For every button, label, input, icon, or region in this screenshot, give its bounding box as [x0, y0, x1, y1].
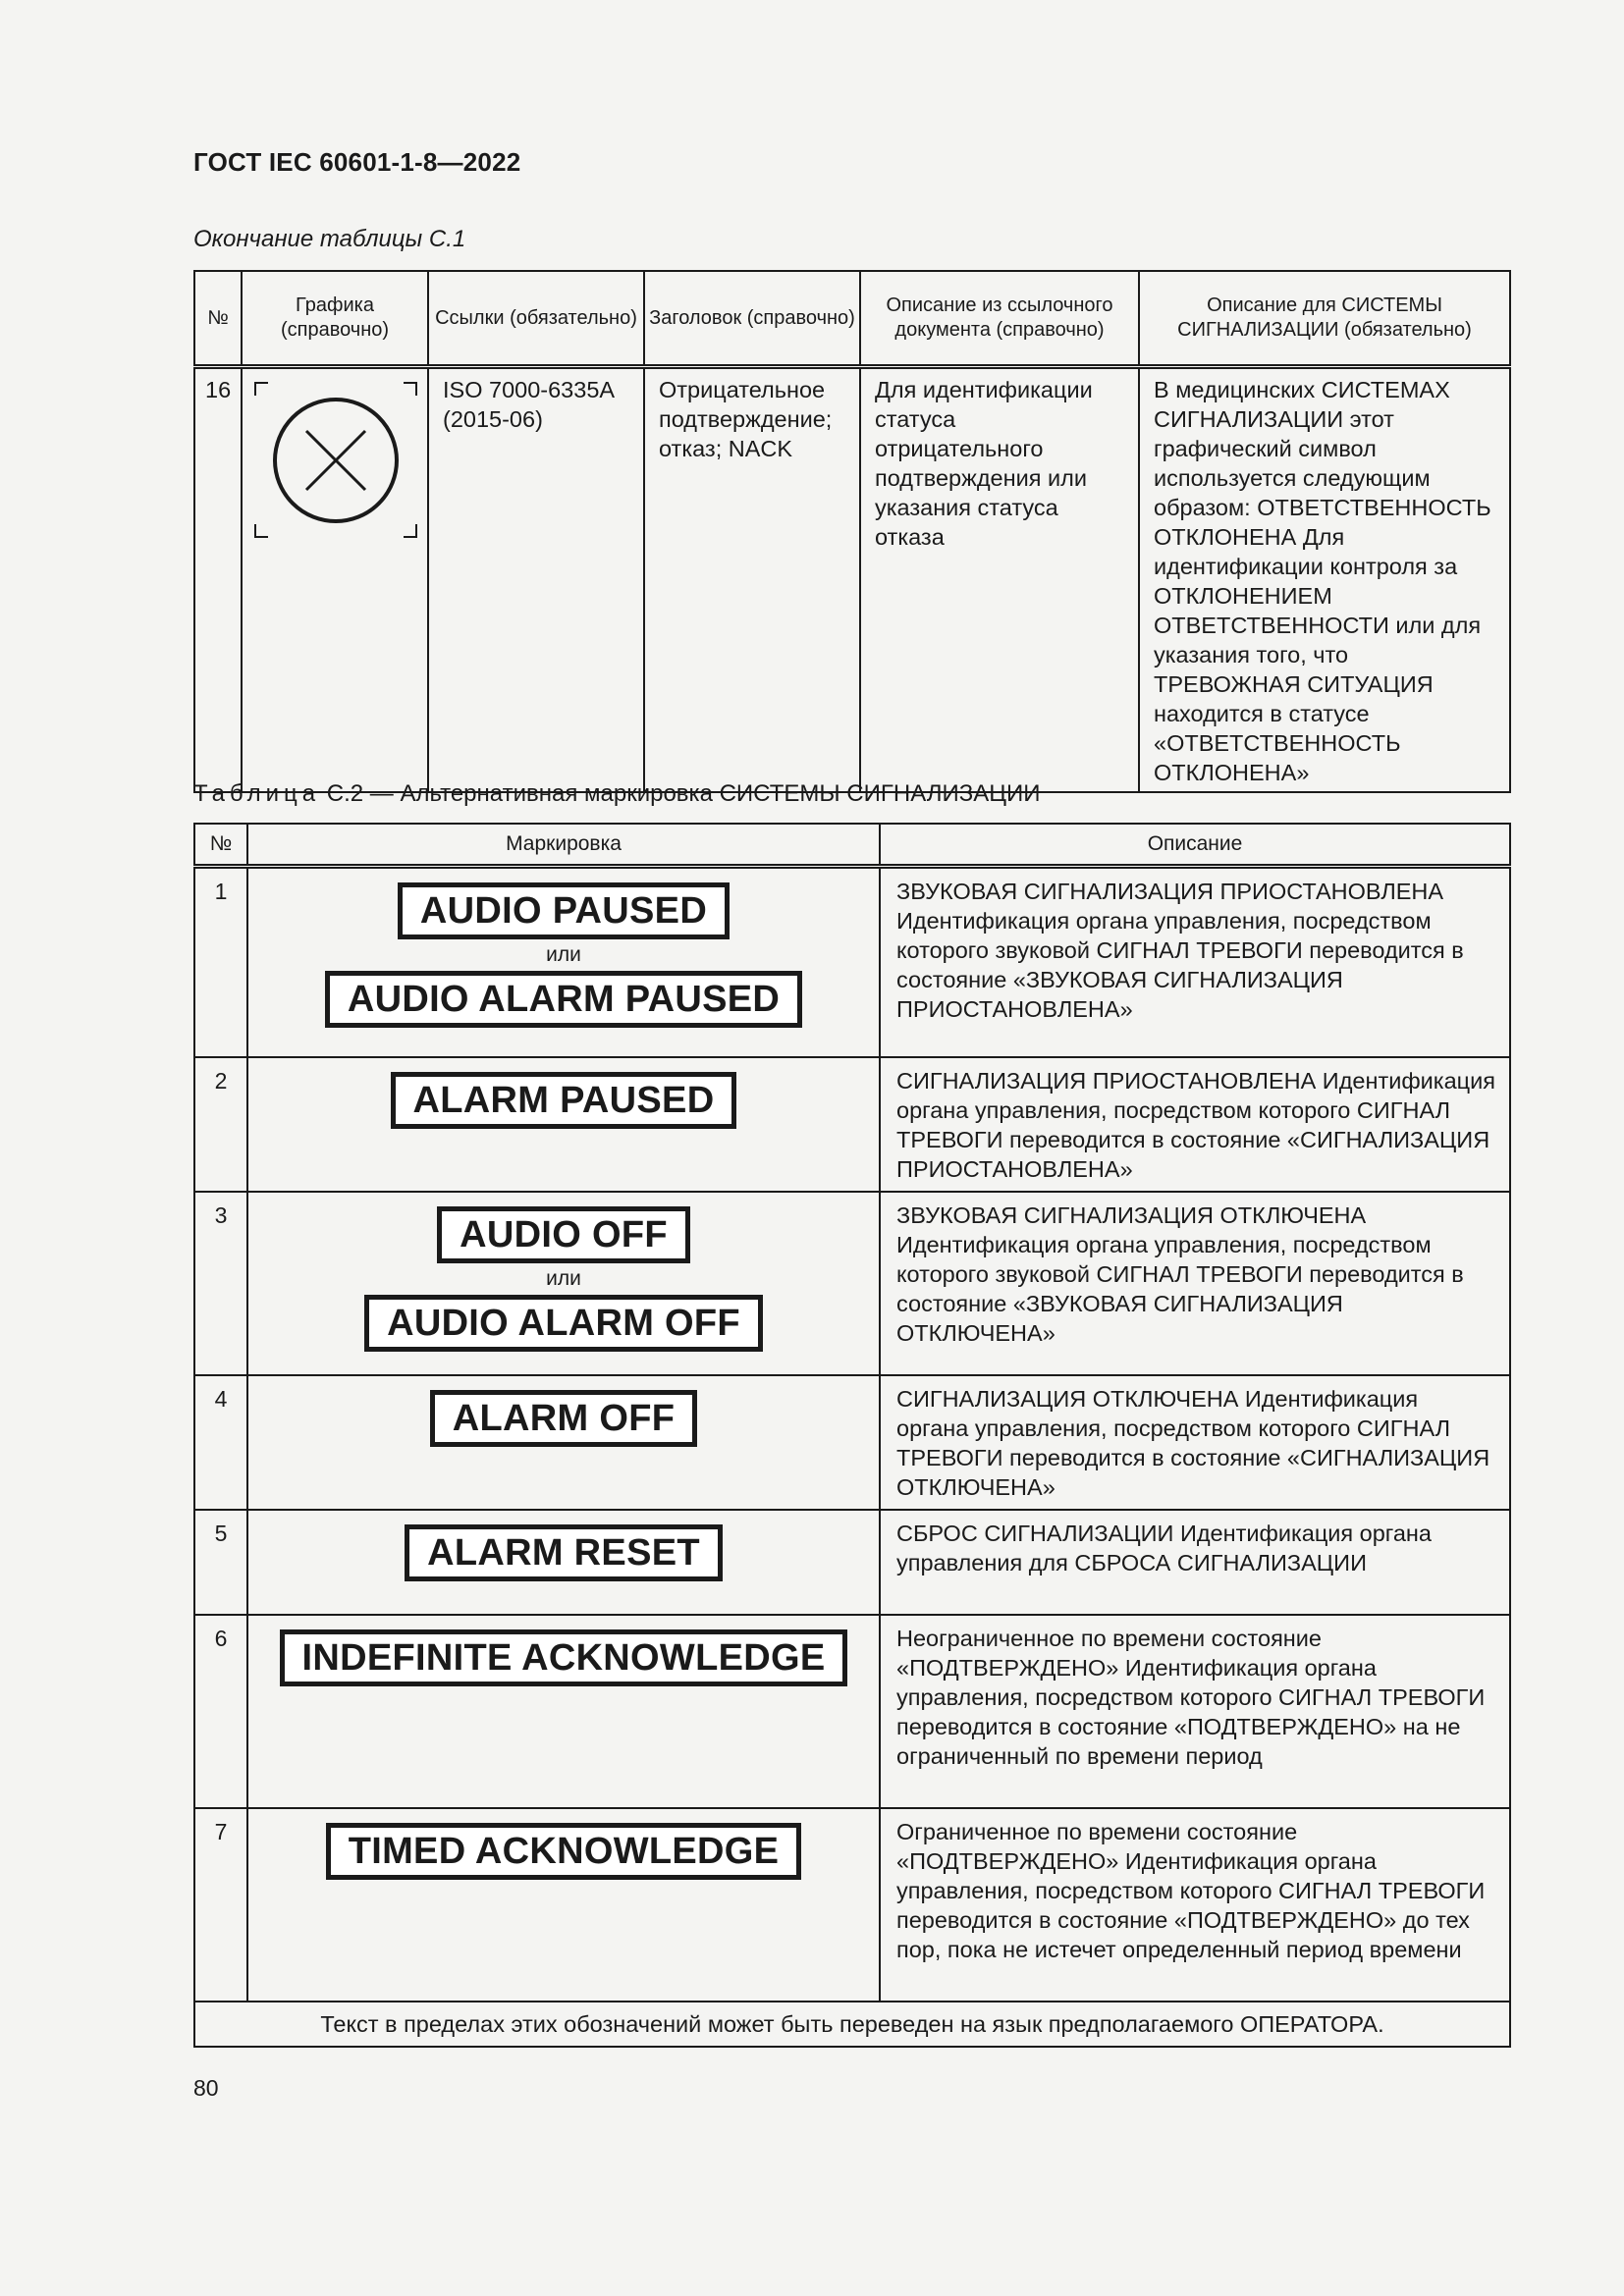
marking-label-audio-alarm-off: AUDIO ALARM OFF: [364, 1295, 763, 1352]
marking-cell: [247, 1615, 880, 1808]
title-cell: Отрицательное подтверждение; отказ; NACK: [644, 367, 860, 793]
row-number: 7: [194, 1808, 247, 2002]
table-row: [194, 1510, 1510, 1615]
table-c2-caption: [193, 780, 1041, 808]
table-row: [194, 367, 1510, 793]
table-row: [194, 1615, 1510, 1808]
table-c1: [193, 270, 1511, 793]
ref-description-cell: Для идентификации статуса отрицательного подтверждения или указания статуса отказа: [860, 367, 1139, 793]
marking-label-alarm-reset: ALARM RESET: [405, 1524, 723, 1581]
row-number: 5: [194, 1510, 247, 1615]
description-cell: СИГНАЛИЗАЦИЯ ОТКЛЮЧЕНА Идентификация органа управления, посредством которого СИГНАЛ ТРЕВОГИ переводится в состояние «СИГНАЛИЗАЦИЯ ОТКЛЮЧЕНА»: [880, 1375, 1510, 1510]
table-row: [194, 867, 1510, 1057]
document-header: ГОСТ IEC 60601-1-8—2022: [193, 147, 521, 177]
description-cell: ЗВУКОВАЯ СИГНАЛИЗАЦИЯ ПРИОСТАНОВЛЕНА Идентификация органа управления, посредством которого звуковой СИГНАЛ ТРЕВОГИ переводится в состояние «ЗВУКОВАЯ СИГНАЛИЗАЦИЯ ПРИОСТАНОВЛЕНА»: [880, 867, 1510, 1057]
marking-label-audio-alarm-paused: AUDIO ALARM PAUSED: [325, 971, 802, 1028]
table-c2-header-row: [194, 824, 1510, 867]
marking-label-audio-off: AUDIO OFF: [437, 1206, 690, 1263]
row-number: 2: [194, 1057, 247, 1192]
description-cell: СБРОС СИГНАЛИЗАЦИИ Идентификация органа управления для СБРОСА СИГНАЛИЗАЦИИ: [880, 1510, 1510, 1615]
table-footer-row: [194, 2002, 1510, 2047]
table-c1-continuation-caption: Окончание таблицы С.1: [193, 226, 466, 252]
table-row: [194, 1808, 1510, 2002]
row-number: 16: [194, 367, 242, 793]
col-header-num: №: [194, 824, 247, 867]
row-number: 3: [194, 1192, 247, 1375]
row-number: 4: [194, 1375, 247, 1510]
row-number: 6: [194, 1615, 247, 1808]
alarm-description-cell: В медицинских СИСТЕМАХ СИГНАЛИЗАЦИИ этот графический символ используется следующим образом: ОТВЕТСТВЕННОСТЬ ОТКЛОНЕНА Для идентификации контроля за ОТКЛОНЕНИЕМ ОТВЕТСТВЕННОСТИ или для указания того, что ТРЕВОЖНАЯ СИТУАЦИЯ находится в статусе «ОТВЕТСТВЕННОСТЬ ОТКЛОНЕНА»: [1139, 367, 1510, 793]
marking-cell: [247, 1808, 880, 2002]
or-word: или: [546, 1266, 581, 1290]
table-footnote: Текст в пределах этих обозначений может быть переведен на язык предполагаемого ОПЕРАТОРА.: [194, 2002, 1510, 2047]
marking-cell: [247, 1375, 880, 1510]
table-row: [194, 1375, 1510, 1510]
col-header-title: Заголовок (справочно): [644, 271, 860, 367]
description-cell: ЗВУКОВАЯ СИГНАЛИЗАЦИЯ ОТКЛЮЧЕНА Идентификация органа управления, посредством которого звуковой СИГНАЛ ТРЕВОГИ переводится в состояние «ЗВУКОВАЯ СИГНАЛИЗАЦИЯ ОТКЛЮЧЕНА»: [880, 1192, 1510, 1375]
table-word: Таблица: [193, 780, 321, 807]
col-header-description: Описание: [880, 824, 1510, 867]
table-c1-header-row: [194, 271, 1510, 367]
col-header-graphic: Графика (справочно): [242, 271, 428, 367]
graphic-cell: [242, 367, 428, 793]
marking-label-timed-acknowledge: TIMED ACKNOWLEDGE: [326, 1823, 802, 1880]
marking-cell: [247, 1192, 880, 1375]
row-number: 1: [194, 867, 247, 1057]
marking-label-audio-paused: AUDIO PAUSED: [398, 882, 730, 939]
table-row: [194, 1057, 1510, 1192]
reference-cell: ISO 7000-6335A (2015-06): [428, 367, 644, 793]
col-header-ref-description: Описание из ссылочного документа (справочно): [860, 271, 1139, 367]
marking-label-indefinite-acknowledge: INDEFINITE ACKNOWLEDGE: [280, 1629, 848, 1686]
cross-in-circle-icon: [243, 369, 429, 762]
description-cell: Ограниченное по времени состояние «ПОДТВЕРЖДЕНО» Идентификация органа управления, посредством которого СИГНАЛ ТРЕВОГИ переводится в состояние «ПОДТВЕРЖДЕНО» до тех пор, пока не истечет определенный период времени: [880, 1808, 1510, 2002]
marking-cell: [247, 1510, 880, 1615]
marking-cell: [247, 1057, 880, 1192]
col-header-num: №: [194, 271, 242, 367]
or-word: или: [546, 943, 581, 966]
marking-cell: [247, 867, 880, 1057]
marking-label-alarm-off: ALARM OFF: [430, 1390, 697, 1447]
table-c2: [193, 823, 1511, 2048]
description-cell: Неограниченное по времени состояние «ПОДТВЕРЖДЕНО» Идентификация органа управления, посредством которого СИГНАЛ ТРЕВОГИ переводится в состояние «ПОДТВЕРЖДЕНО» на не ограниченный по времени период: [880, 1615, 1510, 1808]
col-header-marking: Маркировка: [247, 824, 880, 867]
table-row: [194, 1192, 1510, 1375]
col-header-alarm-description: Описание для СИСТЕМЫ СИГНАЛИЗАЦИИ (обязательно): [1139, 271, 1510, 367]
description-cell: СИГНАЛИЗАЦИЯ ПРИОСТАНОВЛЕНА Идентификация органа управления, посредством которого СИГНАЛ ТРЕВОГИ переводится в состояние «СИГНАЛИЗАЦИЯ ПРИОСТАНОВЛЕНА»: [880, 1057, 1510, 1192]
page-number: 80: [193, 2075, 219, 2101]
col-header-references: Ссылки (обязательно): [428, 271, 644, 367]
table-c2-title: С.2 — Альтернативная маркировка СИСТЕМЫ СИГНАЛИЗАЦИИ: [326, 780, 1041, 807]
marking-label-alarm-paused: ALARM PAUSED: [391, 1072, 737, 1129]
